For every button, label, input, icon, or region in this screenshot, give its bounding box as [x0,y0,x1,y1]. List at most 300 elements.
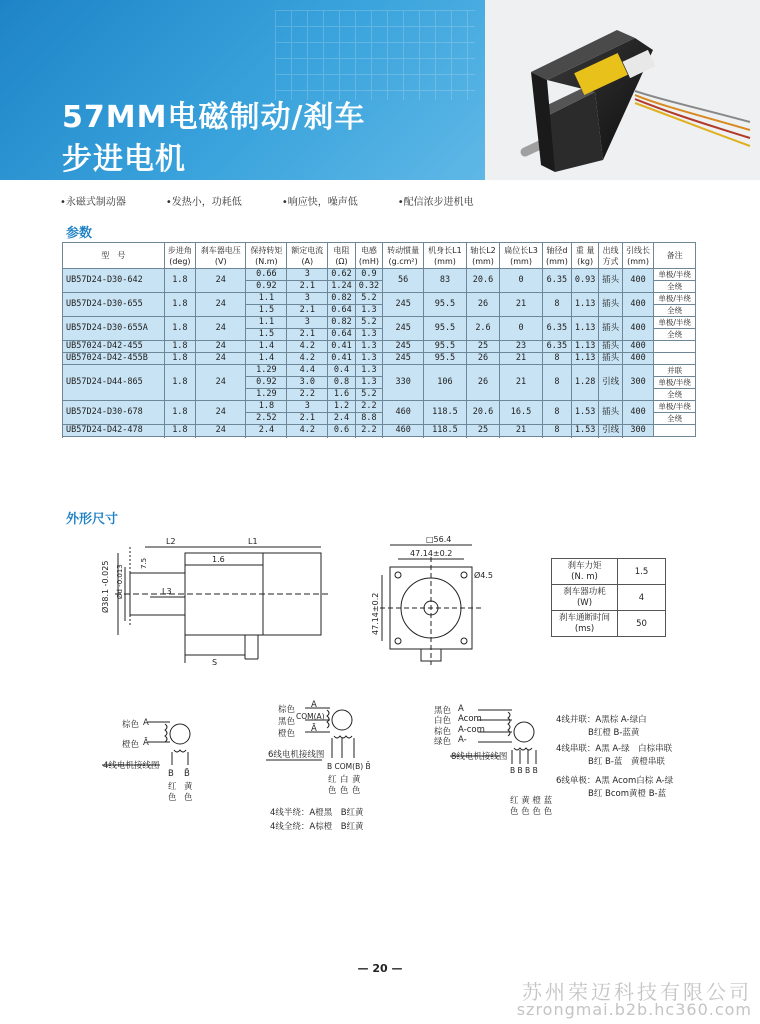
spec-cell: 1.1 [246,293,287,305]
spec-cell: 0.41 [328,353,355,365]
spec-header-row [63,243,696,269]
spec-header-label: 转动惯量 [387,245,420,255]
spec-header-unit: (N.m) [255,256,278,266]
spec-cell: 单极/半绕 [654,269,696,281]
spec-header-cell [196,243,246,269]
spec-cell: UB57D24-D30-678 [63,401,165,425]
spec-cell: 21 [500,353,543,365]
spec-cell: 1.3 [355,341,382,353]
spec-header-label: 额定电流 [291,245,324,255]
w4-abar: Ā [143,738,149,748]
spec-cell: 引线 [599,425,622,437]
spec-cell: 1.29 [246,365,287,377]
feature-item: •永磁式制动器 [60,197,126,208]
spec-cell: 单极/半绕 [654,377,696,389]
spec-header-label: 电感 [360,245,377,255]
spec-cell: 全绕 [654,329,696,341]
w6-com: COM(A) [296,712,325,721]
spec-cell: 0.93 [571,269,598,293]
brake-row [552,611,666,637]
spec-cell: 330 [383,365,424,401]
dim-l1: L1 [248,537,258,546]
brake-spec-table [551,558,666,637]
spec-header-cell [622,243,654,269]
w6-abar: Ā [311,724,317,734]
spec-cell: 5.2 [355,293,382,305]
w8-colors: 红 黄 橙 蓝 [510,796,553,806]
spec-cell: 0.64 [328,305,355,317]
page-title-line1: 57MM电磁制动/刹车 [62,100,366,135]
spec-header-cell [63,243,165,269]
spec-cell: 引线 [599,365,622,401]
spec-cell: 2.1 [287,413,328,425]
w8-green: 绿色 [434,737,452,747]
spec-cell: 245 [383,353,424,365]
spec-header-label: 刹车器电压 [200,245,241,255]
spec-cell: 1.3 [355,329,382,341]
spec-header-label: 出线 [602,245,619,255]
spec-cell: UB57D24-D30-655A [63,317,165,341]
spec-cell: 2.1 [287,329,328,341]
spec-cell: 0.82 [328,293,355,305]
spec-row [63,353,696,365]
motor-photo [485,0,760,180]
spec-cell [654,341,696,353]
spec-cell: 245 [383,317,424,341]
spec-cell: 3 [287,293,328,305]
w8-aminus-com: A-com [458,725,485,735]
spec-cell: 400 [622,269,654,293]
spec-header-unit: (kg) [577,256,594,266]
w4-caption: 4线电机接线图 [103,761,160,771]
spec-row [63,401,696,413]
brake-value: 4 [618,585,666,611]
spec-cell: 24 [196,425,246,437]
spec-cell: 并联 [654,365,696,377]
spec-cell: 8 [542,365,571,401]
section-title-params: 参数 [66,226,93,241]
dim-l3: L3 [162,587,172,596]
spec-header-label: 引线长 [626,245,651,255]
w6-se2: 色 [340,786,349,796]
feature-list [60,193,514,208]
w8-acom: Acom [458,714,482,724]
dim-sq56: □56.4 [426,535,452,544]
brake-key: 刹车力矩 [567,560,602,571]
spec-cell: 全绕 [654,389,696,401]
spec-cell: 25 [466,341,499,353]
spec-header-cell [599,243,622,269]
spec-cell: 1.6 [328,389,355,401]
w8-colors2: 色 色 色 色 [510,807,553,817]
spec-cell: 单极/半绕 [654,293,696,305]
brake-key: 刹车通断时间 [558,612,610,623]
spec-cell: 245 [383,293,424,317]
spec-cell: 118.5 [424,425,467,437]
spec-cell: 95.5 [424,293,467,317]
spec-cell: 24 [196,293,246,317]
dim-1-6: 1.6 [212,555,225,564]
page-title-line2: 步进电机 [62,142,186,177]
spec-cell: 1.5 [246,329,287,341]
spec-cell: UB57D24-D44-865 [63,365,165,401]
w6-black: 黑色 [278,717,296,727]
spec-header-unit: (mm) [510,256,532,266]
spec-cell: 8 [542,401,571,425]
spec-header-cell [164,243,196,269]
spec-cell: 0.8 [328,377,355,389]
dim-s: S [212,658,218,667]
spec-header-label: 重 量 [575,245,595,255]
banner-grid-pattern [275,10,475,100]
w4-orange: 橙色 [122,740,140,750]
spec-cell: 0.92 [246,377,287,389]
w8-black: 黑色 [434,706,452,716]
spec-cell: 1.8 [164,425,196,437]
spec-cell: 1.4 [246,353,287,365]
brake-value: 1.5 [618,559,666,585]
w8-brown: 棕色 [434,727,452,737]
spec-cell: 4.2 [287,353,328,365]
spec-header-cell [383,243,424,269]
w6-yellow: 黄 [352,775,361,785]
w6-orange: 橙色 [278,729,296,739]
feature-item: •响应快，噪声低 [281,197,358,208]
w4-se2: 色 [184,793,193,803]
spec-cell: 1.24 [328,281,355,293]
spec-cell: 95.5 [424,341,467,353]
w6-red: 红 [328,775,337,785]
spec-cell: 3 [287,317,328,329]
spec-cell: 24 [196,317,246,341]
dim-w4714: 47.14±0.2 [410,549,453,558]
spec-cell: 0 [500,317,543,341]
spec-header-label: 电阻 [333,245,350,255]
w6-brown: 棕色 [278,705,296,715]
brake-row [552,559,666,585]
spec-cell: 83 [424,269,467,293]
spec-cell: 插头 [599,401,622,425]
w6-caption: 6线电机接线图 [268,750,325,760]
w4-red: 红 [168,782,177,792]
spec-cell: 4.4 [287,365,328,377]
page-number: — 20 — [357,962,403,975]
spec-cell: 20.6 [466,401,499,425]
spec-cell: 2.1 [287,305,328,317]
spec-cell: 1.1 [246,317,287,329]
spec-cell: 全绕 [654,305,696,317]
spec-cell: 245 [383,341,424,353]
spec-cell: 21 [500,365,543,401]
spec-cell: 400 [622,401,654,425]
spec-cell: 1.13 [571,293,598,317]
spec-cell: 1.29 [246,389,287,401]
spec-cell: 全绕 [654,413,696,425]
spec-header-label: 扁位长L3 [504,245,538,255]
feature-item: •发热小，功耗低 [165,197,242,208]
spec-cell: 1.8 [164,341,196,353]
spec-cell: 23 [500,341,543,353]
spec-cell: 300 [622,425,654,437]
spec-cell: 单极/半绕 [654,317,696,329]
spec-cell: 1.53 [571,425,598,437]
spec-cell: 1.8 [164,269,196,293]
spec-cell: 插头 [599,353,622,365]
spec-cell: 1.4 [246,341,287,353]
w4-a: A [143,718,149,728]
dim-hole: Ø4.5 [474,571,494,580]
spec-table [62,242,696,437]
spec-cell: 95.5 [424,317,467,341]
spec-cell: 1.2 [328,401,355,413]
w6-se1: 色 [328,786,337,796]
spec-cell: 6.35 [542,269,571,293]
w8-note: B红 B-蓝 黄橙串联 [588,757,665,767]
spec-cell: 2.52 [246,413,287,425]
w8-a: A [458,704,464,714]
spec-cell: 3.0 [287,377,328,389]
w4-half-note: 4线半绕：A橙黑 B红黄 [270,808,364,818]
spec-header-label: 备注 [666,251,683,260]
spec-cell: 1.28 [571,365,598,401]
spec-cell: 16.5 [500,401,543,425]
spec-cell: 106 [424,365,467,401]
spec-cell: 4.2 [287,425,328,437]
w4-yellow: 黄 [184,782,193,792]
spec-cell: 1.5 [246,305,287,317]
spec-cell: 24 [196,269,246,293]
spec-cell: 单极/半绕 [654,401,696,413]
w4-full-note: 4线全绕：A棕橙 B红黄 [270,822,364,832]
spec-row [63,365,696,377]
w6-white: 白 [340,775,349,785]
spec-header-unit: (deg) [169,256,191,266]
spec-cell: 8 [542,425,571,437]
w8-white: 白色 [434,716,452,726]
spec-cell: 0.9 [355,269,382,281]
spec-cell: 400 [622,293,654,317]
spec-header-unit: (A) [301,256,314,266]
spec-cell: 21 [500,425,543,437]
spec-cell: 2.4 [246,425,287,437]
spec-header-label: 机身长L1 [428,245,462,255]
w6-a: A [311,700,317,710]
spec-cell: 1.13 [571,317,598,341]
spec-header-label: 保持转矩 [250,245,283,255]
spec-header-cell [571,243,598,269]
spec-cell: 8 [542,353,571,365]
dim-dia-d: Ød -0.013 [116,564,124,599]
watermark-url: szrongmai.b2b.hc360.com [516,1000,752,1019]
spec-header-unit: (mm) [472,256,494,266]
spec-cell: 26 [466,365,499,401]
spec-cell: 1.3 [355,365,382,377]
feature-item: •配信浓步进机电 [397,197,474,208]
spec-row [63,269,696,281]
dim-l2: L2 [166,537,176,546]
spec-cell: 0.41 [328,341,355,353]
spec-cell: 1.13 [571,341,598,353]
spec-header-unit: (V) [214,256,227,266]
spec-cell: 56 [383,269,424,293]
spec-cell: 24 [196,341,246,353]
spec-cell: UB57D24-D30-655 [63,293,165,317]
spec-cell: 5.2 [355,389,382,401]
spec-cell: 8 [542,293,571,317]
w8-note: 6线单极：A黑 Acom白棕 A-绿 [556,776,674,786]
spec-cell: 2.4 [328,413,355,425]
spec-cell [654,353,696,365]
spec-cell: 20.6 [466,269,499,293]
spec-cell: 0 [500,269,543,293]
spec-header-cell [654,243,696,269]
spec-row [63,341,696,353]
spec-cell: UB57024-D42-455 [63,341,165,353]
spec-cell: 8.8 [355,413,382,425]
spec-body [63,269,696,437]
spec-row [63,293,696,305]
spec-cell: 1.8 [164,353,196,365]
brake-unit: (W) [576,597,593,608]
spec-cell: 插头 [599,269,622,293]
spec-cell: 5.2 [355,317,382,329]
spec-header-unit: 方式 [602,256,619,266]
dim-h4714: 47.14±0.2 [371,592,380,635]
w8-note: B红 Bcom黄橙 B-蓝 [588,789,667,799]
spec-cell: 460 [383,401,424,425]
spec-header-label: 轴径d [546,245,568,255]
spec-header-label: 型 号 [101,251,126,260]
spec-header-unit: (g.cm²) [388,256,418,266]
w8-note: 4线并联：A黑棕 A-绿白 [556,715,647,725]
w4-se1: 色 [168,793,177,803]
w8-caption: 8线电机接线图 [451,752,508,762]
w6-se3: 色 [352,786,361,796]
spec-cell: 2.6 [466,317,499,341]
spec-cell: 300 [622,365,654,401]
watermark-company: 苏州荣迈科技有限公司 [522,980,752,1004]
spec-cell: 2.1 [287,281,328,293]
spec-cell: 0.32 [355,281,382,293]
spec-cell: 24 [196,353,246,365]
spec-cell: 4.2 [287,341,328,353]
spec-cell: 1.53 [571,401,598,425]
spec-cell: 1.8 [164,317,196,341]
spec-cell: 6.35 [542,341,571,353]
spec-cell: 1.8 [164,365,196,401]
spec-cell: 1.3 [355,377,382,389]
spec-cell: 21 [500,293,543,317]
spec-header-unit: (Ω) [335,256,348,266]
spec-header-unit: (mm) [434,256,456,266]
spec-cell: 0.66 [246,269,287,281]
w8-aminus: A- [458,735,467,745]
spec-cell: 118.5 [424,401,467,425]
w8-note: B红橙 B-蓝黄 [588,728,640,738]
spec-cell: UB57D24-D30-642 [63,269,165,293]
spec-cell: 24 [196,365,246,401]
spec-cell: 400 [622,341,654,353]
brake-unit: (N. m) [571,571,598,582]
spec-cell: 400 [622,353,654,365]
spec-cell: 6.35 [542,317,571,341]
spec-cell: 460 [383,425,424,437]
dim-dia38: Ø38.1 -0.025 [101,560,110,613]
spec-row [63,425,696,437]
spec-cell: 1.13 [571,353,598,365]
brake-row [552,585,666,611]
brake-value: 50 [618,611,666,637]
spec-cell: 2.2 [355,401,382,413]
wiring-diagrams [0,690,760,850]
spec-cell: 插头 [599,293,622,317]
spec-header-cell [424,243,467,269]
spec-cell: 26 [466,293,499,317]
spec-header-cell [246,243,287,269]
spec-cell: 24 [196,401,246,425]
spec-cell: 1.8 [246,401,287,413]
spec-header-cell [542,243,571,269]
header-banner [0,0,485,180]
spec-header-cell [466,243,499,269]
w4-brown: 棕色 [122,720,140,730]
spec-cell: 1.8 [164,293,196,317]
spec-header-cell [500,243,543,269]
spec-cell: 2.2 [287,389,328,401]
spec-cell: 2.2 [355,425,382,437]
w8-note: 4线串联：A黑 A-绿 白棕串联 [556,744,673,754]
spec-header-unit: (mm) [627,256,649,266]
spec-cell: 0.82 [328,317,355,329]
w6-bcom: B COM(B) B̄ [327,762,371,771]
spec-header-unit: (mH) [358,256,379,266]
spec-header-label: 步进角 [167,245,192,255]
spec-cell: 插头 [599,317,622,341]
spec-cell: 3 [287,401,328,413]
spec-cell: 95.5 [424,353,467,365]
spec-header-cell [287,243,328,269]
spec-cell: 3 [287,269,328,281]
spec-cell: 0.62 [328,269,355,281]
spec-cell: 插头 [599,341,622,353]
spec-header-cell [328,243,355,269]
motor-image [485,0,760,180]
spec-cell: 0.92 [246,281,287,293]
w4-bbar: B̄ [184,769,190,779]
spec-cell: 0.4 [328,365,355,377]
spec-cell: 全绕 [654,281,696,293]
brake-key: 刹车器功耗 [563,586,606,597]
spec-cell: 0.6 [328,425,355,437]
w4-b: B [168,769,174,779]
w8-bcol: B B B B [510,766,538,775]
spec-cell: UB57D24-D42-478 [63,425,165,437]
spec-row [63,317,696,329]
spec-header-label: 轴长L2 [470,245,496,255]
spec-cell: 1.8 [164,401,196,425]
spec-header-cell [355,243,382,269]
spec-cell: 26 [466,353,499,365]
spec-cell: 400 [622,317,654,341]
spec-cell: 25 [466,425,499,437]
spec-cell: 0.64 [328,329,355,341]
spec-cell: UB57024-D42-455B [63,353,165,365]
spec-cell [654,425,696,437]
dim-7-5: 7.5 [140,557,148,569]
brake-unit: (ms) [574,623,595,634]
spec-cell: 1.3 [355,353,382,365]
section-title-dimensions: 外形尺寸 [66,512,119,527]
